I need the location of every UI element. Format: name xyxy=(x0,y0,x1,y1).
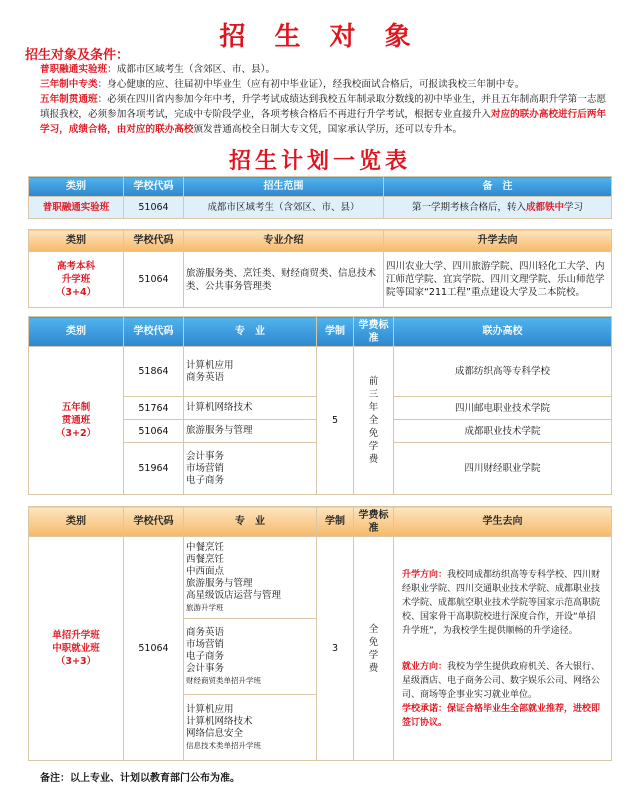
majors-cell: 计算机网络技术 xyxy=(184,397,317,420)
column-header: 升学去向 xyxy=(384,230,612,252)
column-header: 学制 xyxy=(317,507,354,537)
column-header: 类别 xyxy=(29,177,124,197)
condition-label: 普职融通实验班 xyxy=(40,64,108,75)
column-header: 类别 xyxy=(29,317,124,347)
condition-text: ：成都市区域考生（含郊区、市、县）。 xyxy=(107,64,276,75)
table-bachelor-class xyxy=(28,229,612,308)
category-cell: 五年制 贯通班 （3+2） xyxy=(29,347,124,495)
duration-cell: 5 xyxy=(317,347,354,495)
admission-conditions xyxy=(40,62,612,137)
code-cell: 51064 xyxy=(124,420,184,443)
column-header: 学校代码 xyxy=(124,177,184,197)
column-header: 学费标准 xyxy=(354,507,394,537)
majors-cell: 中餐烹饪 西餐烹饪 中西面点 旅游服务与管理 高星级饭店运营与管理 旅游升学班 xyxy=(184,537,317,619)
column-header: 类别 xyxy=(29,507,124,537)
duration-cell: 3 xyxy=(317,537,354,761)
study-text: 我校同成都纺织高等专科学校、四川财经职业学院、四川交通职业技术学院、成都职业技术学院、成都航空职业技术学院等国家示范高职院校、国家骨干高职院校进行深度合作，开设“单招升学班”，为我校学生提供顺畅的升学途径。 xyxy=(402,569,601,636)
column-header: 联办高校 xyxy=(394,317,612,347)
majors-cell: 旅游服务与管理 xyxy=(184,420,317,443)
table-row xyxy=(29,537,612,619)
column-header: 学校代码 xyxy=(124,230,184,252)
column-header: 学生去向 xyxy=(394,507,612,537)
column-header: 专业介绍 xyxy=(184,230,384,252)
fee-cell: 前三年全免学费 xyxy=(354,347,394,495)
majors-cell: 计算机应用 商务英语 xyxy=(184,347,317,397)
job-label: 就业方向： xyxy=(402,661,448,672)
code-cell: 51064 xyxy=(124,252,184,308)
condition-label: 三年制中专类 xyxy=(40,79,98,90)
study-label: 升学方向： xyxy=(402,569,448,580)
promise-label: 学校承诺： xyxy=(402,703,448,714)
partner-cell: 四川财经职业学院 xyxy=(394,443,612,495)
table-five-year-class xyxy=(28,316,612,495)
table-row xyxy=(29,347,612,397)
fee-cell: 全免学费 xyxy=(354,537,394,761)
majors-cell: 计算机应用 计算机网络技术 网络信息安全 信息技术类单招升学班 xyxy=(184,695,317,761)
condition-label: 五年制贯通班 xyxy=(40,94,98,105)
table-row xyxy=(29,252,612,308)
category-cell: 高考本科 升学班 （3+4） xyxy=(29,252,124,308)
student-destination-cell xyxy=(394,537,612,761)
group-note: 旅游升学班 xyxy=(186,602,224,612)
promise-text: 保证合格毕业生全部就业推荐，进校即签订协议。 xyxy=(402,703,601,728)
column-header: 招生范围 xyxy=(184,177,384,197)
partner-cell: 成都职业技术学院 xyxy=(394,420,612,443)
partner-cell: 四川邮电职业技术学院 xyxy=(394,397,612,420)
column-header: 专 业 xyxy=(184,317,317,347)
partner-cell: 成都纺织高等专科学校 xyxy=(394,347,612,397)
column-header: 学费标准 xyxy=(354,317,394,347)
table-row xyxy=(29,197,612,219)
conditions-heading: 招生对象及条件： xyxy=(25,48,130,63)
column-header: 学校代码 xyxy=(124,317,184,347)
code-cell: 51864 xyxy=(124,347,184,397)
plan-title: 招生计划一览表 xyxy=(228,148,411,174)
column-header: 专 业 xyxy=(184,507,317,537)
condition-text: ：必须在四川省内参加今年中考，升学考试成绩达到我校五年制录取分数线的初中毕业生，并且五年制高职升学第一志愿填报我校，必须参加各项考试，完成中专阶段学业，各项考核合格后不再进行升学考试，根据专业直接升入 xyxy=(40,94,607,120)
column-header: 学制 xyxy=(317,317,354,347)
page-title: 招 生 对 象 xyxy=(219,22,421,52)
category-cell: 普职融通实验班 xyxy=(29,197,124,219)
condition-highlight: 对应的联办高校进行后两年学习，成绩合格，由对应的联办高校 xyxy=(40,109,607,135)
destination-cell: 四川农业大学、四川旅游学院、四川轻化工大学、内江师范学院、宜宾学院、四川文理学院、乐山师范学院等国家“211工程”重点建设大学及二本院校。 xyxy=(384,252,612,308)
job-text: 我校为学生提供政府机关、各大银行、星级酒店、电子商务公司、数字娱乐公司、网络公司、商场等企事业实习就业单位。 xyxy=(402,661,601,700)
condition-text: ：身心健康的应、往届初中毕业生（应有初中毕业证），经我校面试合格后，可报读我校三年制中专。 xyxy=(97,79,525,90)
majors-cell: 商务英语 市场营销 电子商务 会计事务 财经商贸类单招升学班 xyxy=(184,619,317,695)
majors-cell: 旅游服务类、烹饪类、财经商贸类、信息技术类、公共事务管理类 xyxy=(184,252,384,308)
column-header: 备 注 xyxy=(384,177,612,197)
column-header: 类别 xyxy=(29,230,124,252)
category-cell: 单招升学班 中职就业班 （3+3） xyxy=(29,537,124,761)
footer-note: 备注：以上专业、计划以教育部门公布为准。 xyxy=(40,773,240,784)
note-cell: 第一学期考核合格后，转入成都铁中学习 xyxy=(384,197,612,219)
scope-cell: 成都市区域考生（含郊区、市、县） xyxy=(184,197,384,219)
majors-cell: 会计事务 市场营销 电子商务 xyxy=(184,443,317,495)
group-note: 信息技术类单招升学班 xyxy=(186,740,261,750)
code-cell: 51064 xyxy=(124,197,184,219)
condition-text: 颁发普通高校全日制大专文凭，国家承认学历，还可以专升本。 xyxy=(193,124,463,135)
table-pilot-class xyxy=(28,176,612,219)
note-highlight: 成都铁中 xyxy=(525,202,564,213)
code-cell: 51964 xyxy=(124,443,184,495)
code-cell: 51764 xyxy=(124,397,184,420)
table-single-enrollment-class xyxy=(28,506,612,761)
code-cell: 51064 xyxy=(124,537,184,761)
group-note: 财经商贸类单招升学班 xyxy=(186,675,261,685)
column-header: 学校代码 xyxy=(124,507,184,537)
